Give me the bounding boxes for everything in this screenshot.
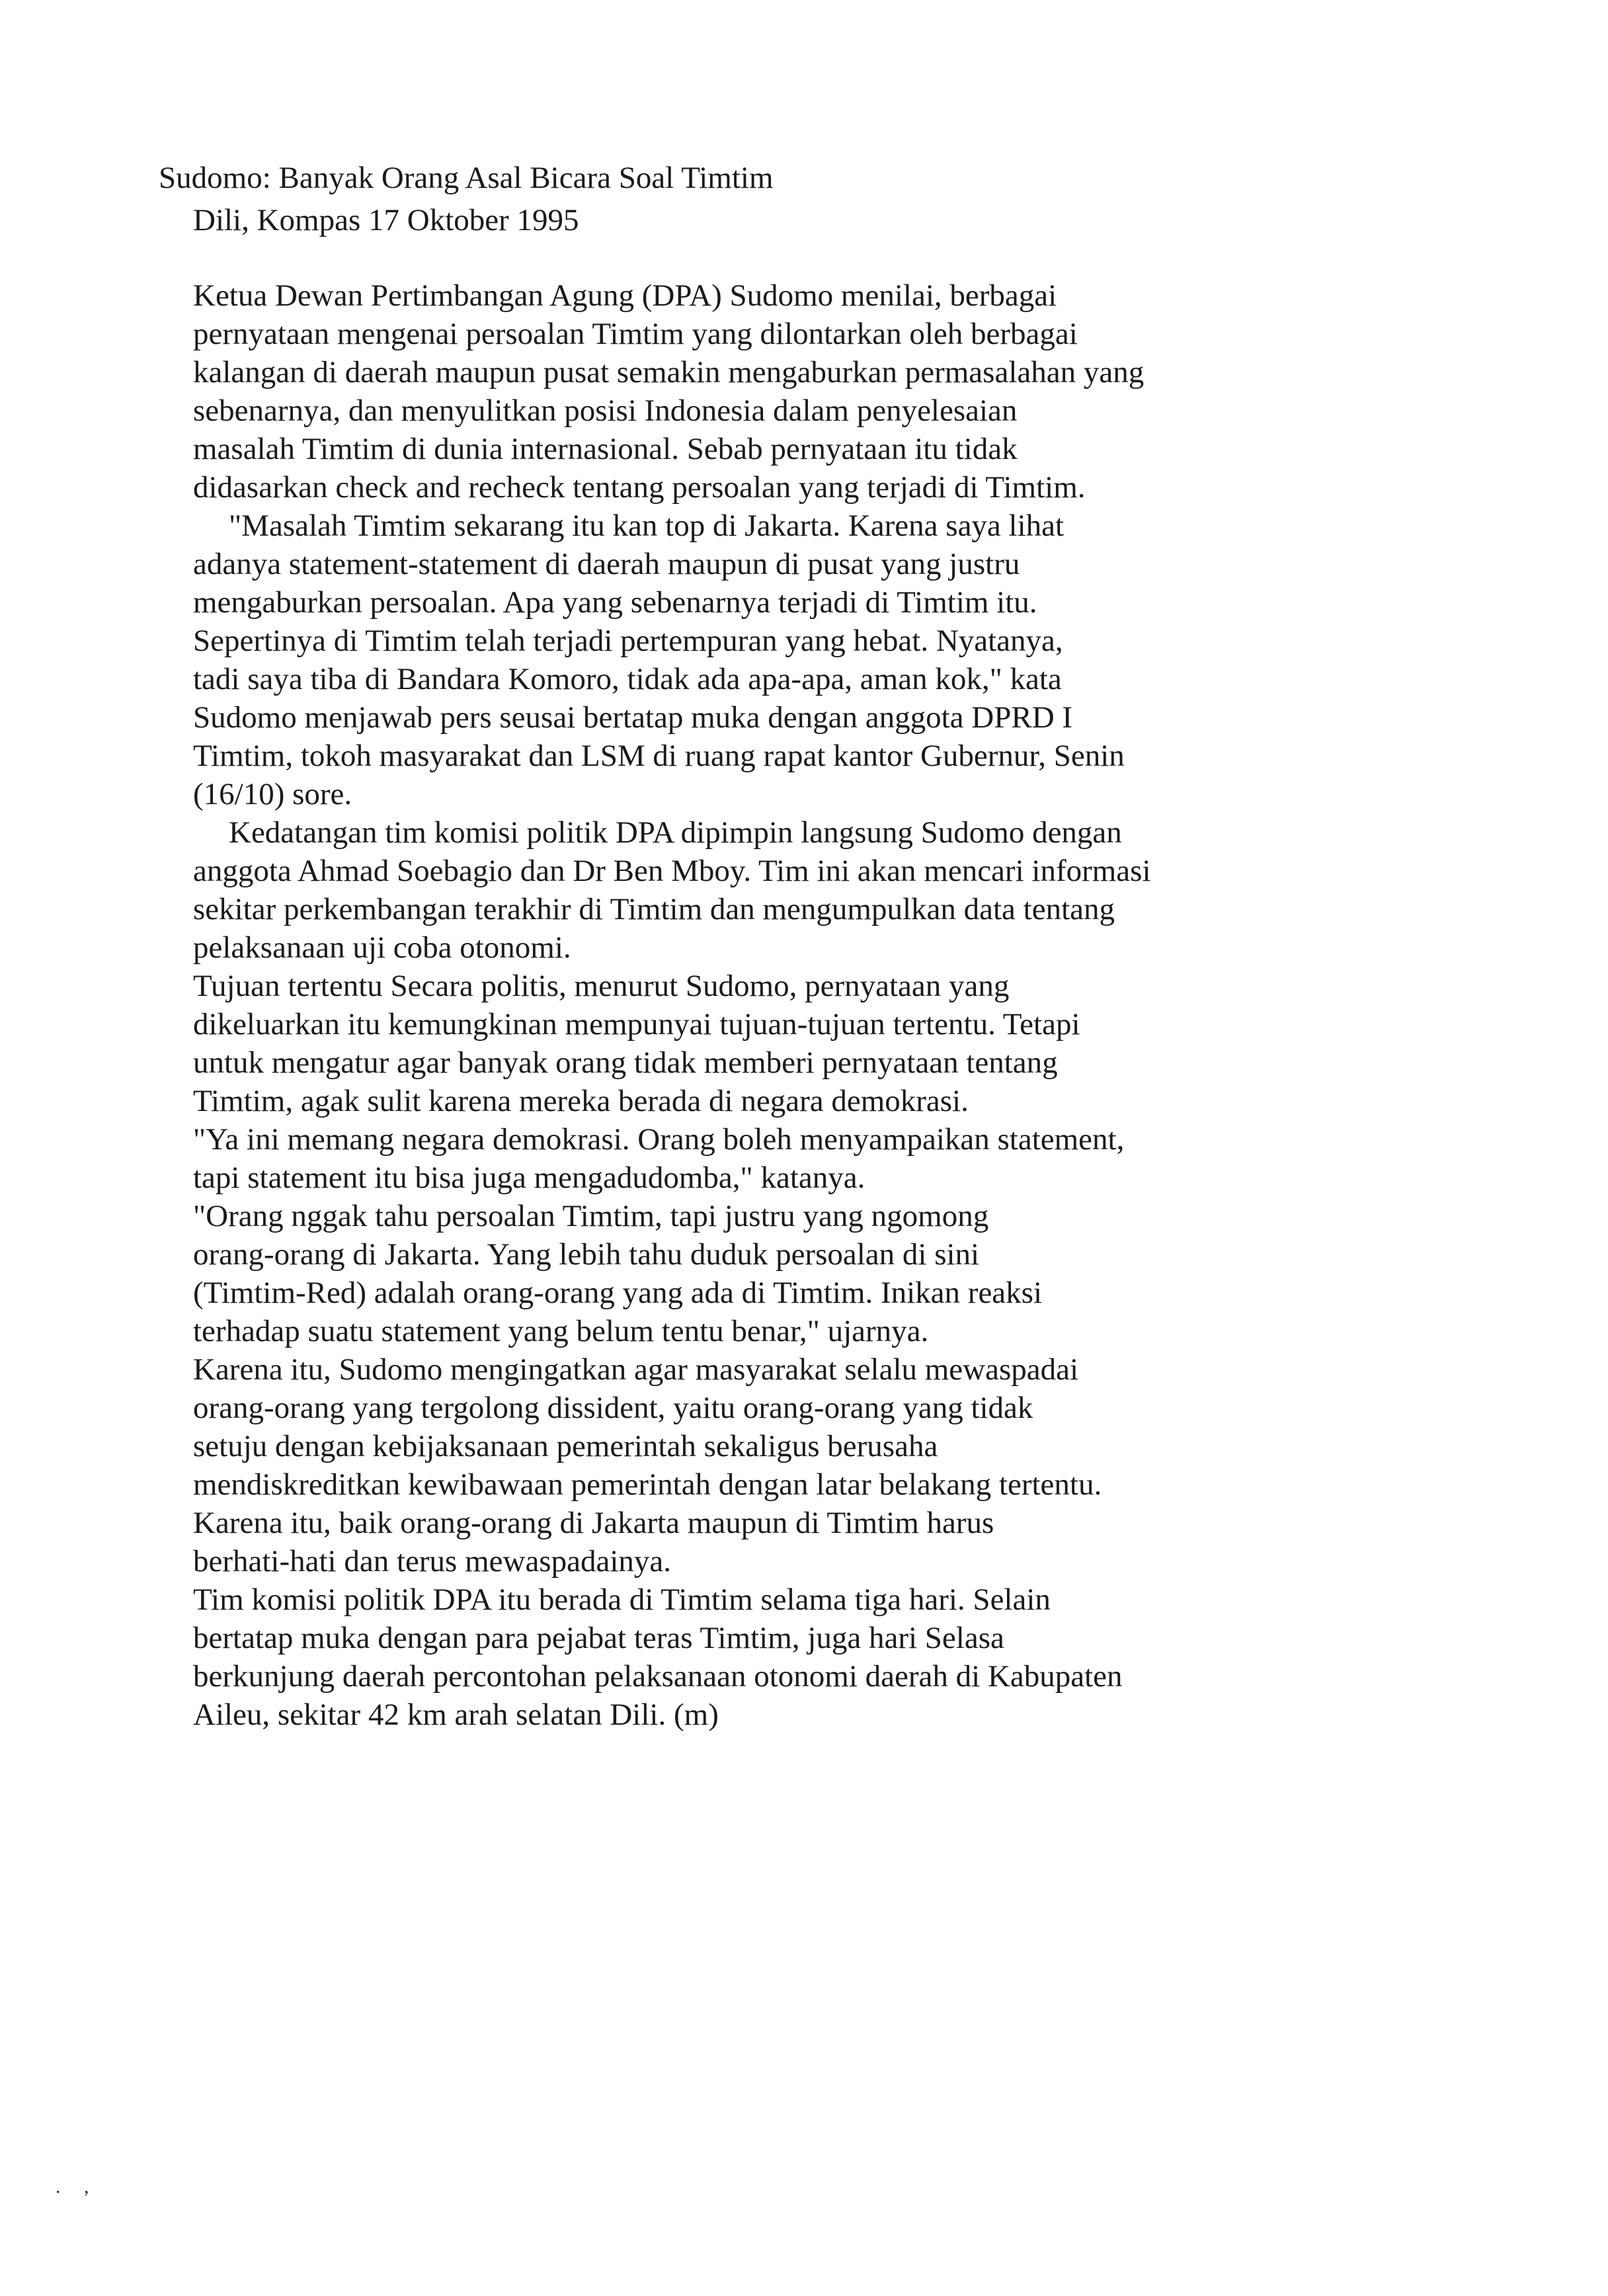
scan-marks: . ,: [56, 2176, 99, 2197]
body-line: "Ya ini memang negara demokrasi. Orang boleh menyampaikan statement,: [193, 1122, 1125, 1157]
body-line: orang-orang yang tergolong dissident, yaitu orang-orang yang tidak: [193, 1391, 1033, 1425]
body-line: mendiskreditkan kewibawaan pemerintah dengan latar belakang tertentu.: [193, 1467, 1102, 1502]
body-line: didasarkan check and recheck tentang persoalan yang terjadi di Timtim.: [193, 470, 1086, 505]
body-line: untuk mengatur agar banyak orang tidak memberi pernyataan tentang: [193, 1046, 1058, 1080]
body-line: bertatap muka dengan para pejabat teras Timtim, juga hari Selasa: [193, 1621, 1004, 1655]
body-line: orang-orang di Jakarta. Yang lebih tahu duduk persoalan di sini: [193, 1237, 980, 1272]
body-line: pelaksanaan uji coba otonomi.: [193, 930, 571, 965]
body-line: Kedatangan tim komisi politik DPA dipimpin langsung Sudomo dengan: [229, 815, 1122, 850]
body-line: (Timtim-Red) adalah orang-orang yang ada di Timtim. Inikan reaksi: [193, 1276, 1043, 1310]
body-line: tadi saya tiba di Bandara Komoro, tidak ada apa-apa, aman kok," kata: [193, 662, 1062, 696]
body-line: Timtim, agak sulit karena mereka berada di negara demokrasi.: [193, 1084, 969, 1118]
article-headline: Sudomo: Banyak Orang Asal Bicara Soal Timtim: [159, 161, 774, 195]
body-line: "Masalah Timtim sekarang itu kan top di Jakarta. Karena saya lihat: [229, 509, 1065, 543]
body-line: adanya statement-statement di daerah maupun di pusat yang justru: [193, 547, 1020, 581]
body-line: Sudomo menjawab pers seusai bertatap muka dengan anggota DPRD I: [193, 700, 1073, 735]
body-line: "Orang nggak tahu persoalan Timtim, tapi justru yang ngomong: [193, 1199, 989, 1233]
body-line: berhati-hati dan terus mewaspadainya.: [193, 1544, 671, 1578]
body-line: sekitar perkembangan terakhir di Timtim dan mengumpulkan data tentang: [193, 892, 1115, 926]
body-line: pernyataan mengenai persoalan Timtim yang dilontarkan oleh berbagai: [193, 317, 1078, 351]
article-body: [193, 276, 1291, 1734]
body-line: (16/10) sore.: [193, 777, 352, 811]
body-line: berkunjung daerah percontohan pelaksanaan otonomi daerah di Kabupaten: [193, 1659, 1123, 1694]
body-line: Karena itu, baik orang-orang di Jakarta maupun di Timtim harus: [193, 1506, 994, 1540]
body-line: dikeluarkan itu kemungkinan mempunyai tujuan-tujuan tertentu. Tetapi: [193, 1007, 1080, 1042]
body-line: setuju dengan kebijaksanaan pemerintah sekaligus berusaha: [193, 1429, 938, 1463]
body-line: terhadap suatu statement yang belum tentu benar," ujarnya.: [193, 1314, 929, 1348]
body-line: Karena itu, Sudomo mengingatkan agar masyarakat selalu mewaspadai: [193, 1352, 1079, 1387]
article-dateline: Dili, Kompas 17 Oktober 1995: [193, 203, 579, 237]
body-line: Timtim, tokoh masyarakat dan LSM di ruang rapat kantor Gubernur, Senin: [193, 739, 1125, 773]
body-line: sebenarnya, dan menyulitkan posisi Indonesia dalam penyelesaian: [193, 393, 1018, 428]
body-line: anggota Ahmad Soebagio dan Dr Ben Mboy. Tim ini akan mencari informasi: [193, 854, 1151, 888]
body-line: Aileu, sekitar 42 km arah selatan Dili. (m): [193, 1698, 719, 1732]
body-line: mengaburkan persoalan. Apa yang sebenarnya terjadi di Timtim itu.: [193, 585, 1037, 620]
body-line: Sepertinya di Timtim telah terjadi pertempuran yang hebat. Nyatanya,: [193, 624, 1063, 658]
body-line: tapi statement itu bisa juga mengadudomba," katanya.: [193, 1161, 865, 1195]
body-line: Ketua Dewan Pertimbangan Agung (DPA) Sudomo menilai, berbagai: [193, 278, 1057, 313]
body-line: masalah Timtim di dunia internasional. Sebab pernyataan itu tidak: [193, 432, 1018, 466]
body-line: Tim komisi politik DPA itu berada di Timtim selama tiga hari. Selain: [193, 1582, 1051, 1617]
body-line: kalangan di daerah maupun pusat semakin mengaburkan permasalahan yang: [193, 355, 1145, 390]
body-line: Tujuan tertentu Secara politis, menurut Sudomo, pernyataan yang: [193, 969, 1010, 1003]
